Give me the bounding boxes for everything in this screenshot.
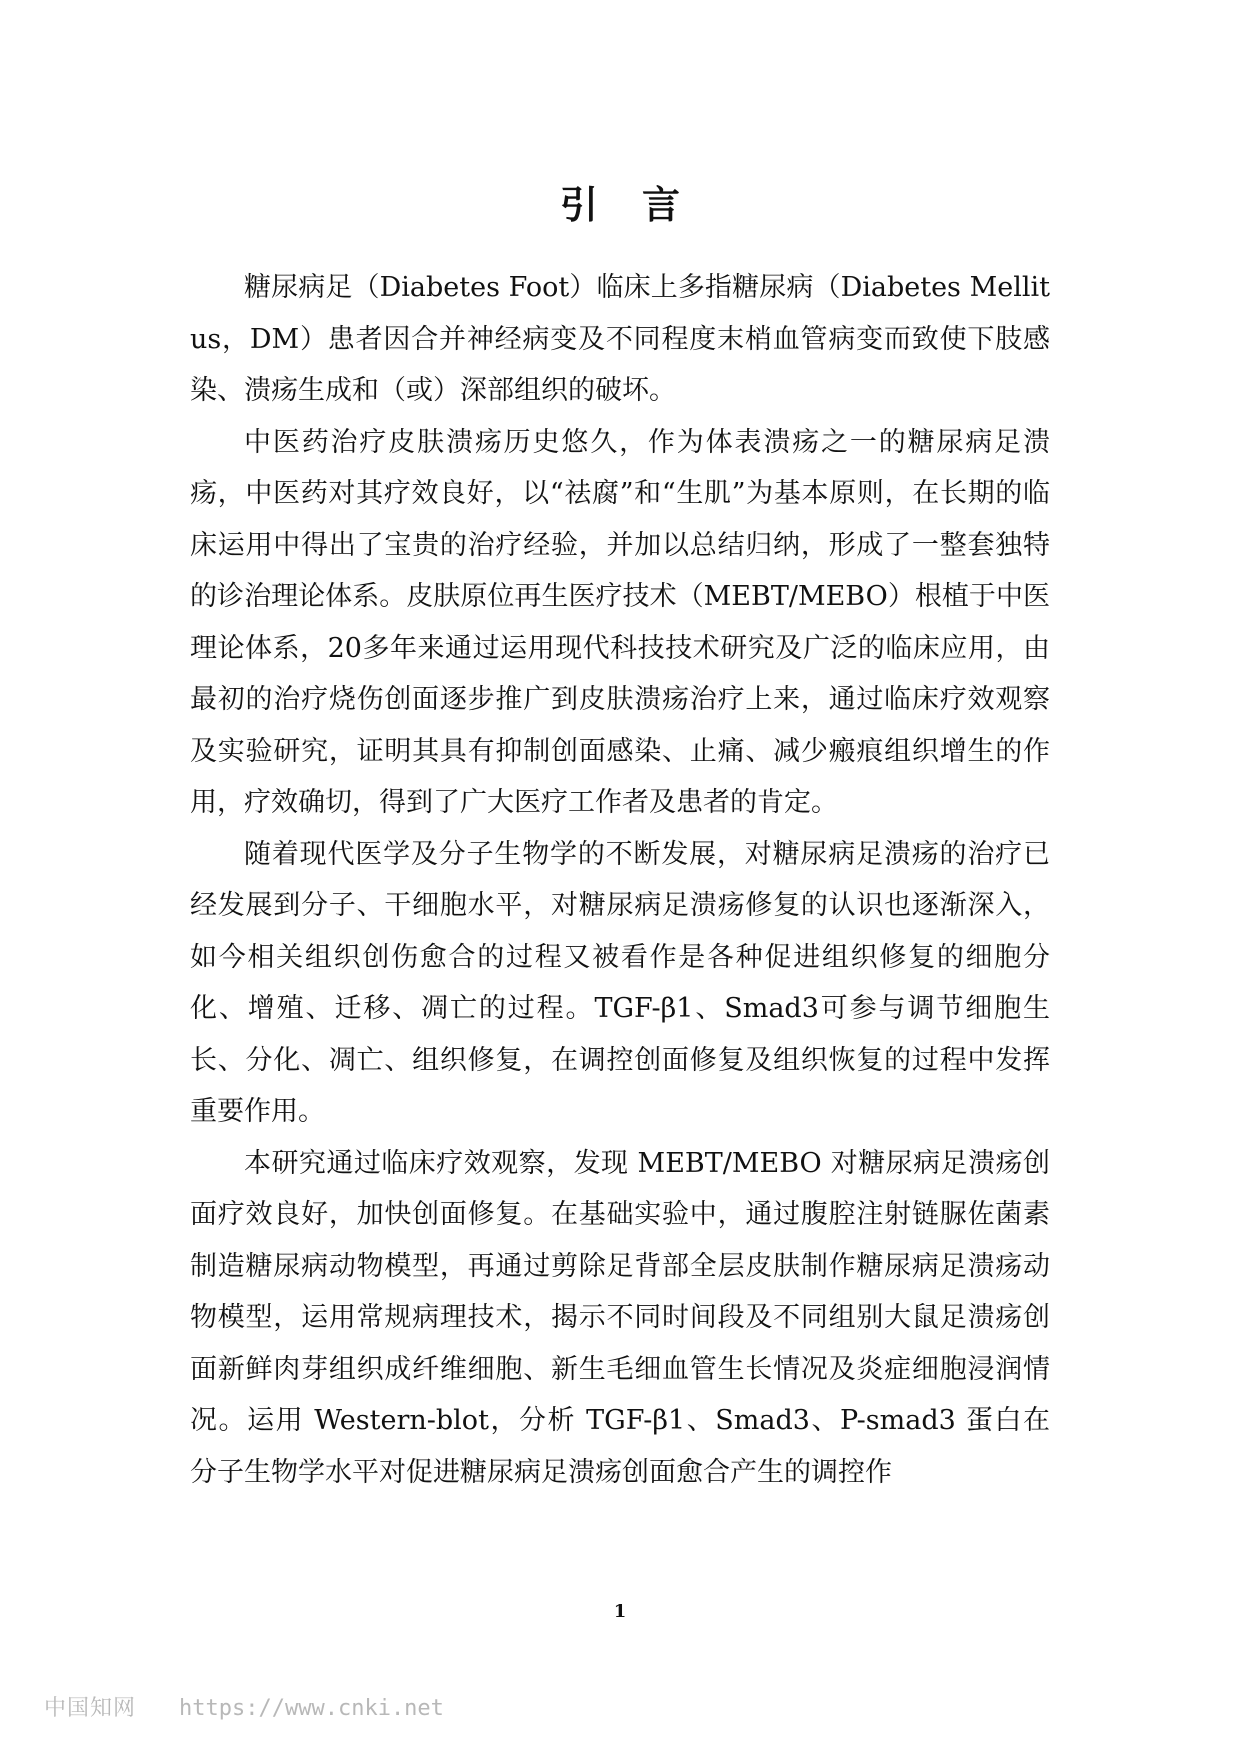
page-title: 引言	[559, 182, 724, 228]
watermark-url: https://www.cnki.net	[179, 1696, 444, 1721]
body-text	[190, 262, 1050, 1498]
page-number: 1	[613, 1601, 627, 1622]
paragraph-4: 本研究通过临床疗效观察，发现 MEBT/MEBO 对糖尿病足溃疡创面疗效良好，加快创面修复。在基础实验中，通过腹腔注射链脲佐菌素制造糖尿病动物模型，再通过剪除足背部全层皮肤制作糖尿病足溃疡动物模型，运用常规病理技术，揭示不同时间段及不同组别大鼠足溃疡创面新鲜肉芽组织成纤维细胞、新生毛细血管生长情况及炎症细胞浸润情况。运用 Western-blot，分析 TGF-β1、Smad3、P-smad3 蛋白在分子生物学水平对促进糖尿病足溃疡创面愈合产生的调控作	[190, 1147, 1050, 1488]
paragraph-3: 随着现代医学及分子生物学的不断发展，对糖尿病足溃疡的治疗已经发展到分子、干细胞水平，对糖尿病足溃疡修复的认识也逐渐深入，如今相关组织创伤愈合的过程又被看作是各种促进组织修复的细胞分化、增殖、迁移、凋亡的过程。TGF-β1、Smad3可参与调节细胞生长、分化、凋亡、组织修复，在调控创面修复及组织恢复的过程中发挥重要作用。	[190, 838, 1050, 1127]
watermark-brand: 中国知网	[44, 1696, 137, 1721]
paragraph-1: 糖尿病足（Diabetes Foot）临床上多指糖尿病（Diabetes Mellitus，DM）患者因合并神经病变及不同程度末梢血管病变而致使下肢感染、溃疡生成和（或）深部组织的破坏。	[190, 272, 1050, 406]
paragraph-2: 中医药治疗皮肤溃疡历史悠久，作为体表溃疡之一的糖尿病足溃疡，中医药对其疗效良好，以“祛腐”和“生肌”为基本原则，在长期的临床运用中得出了宝贵的治疗经验，并加以总结归纳，形成了一整套独特的诊治理论体系。皮肤原位再生医疗技术（MEBT/MEBO）根植于中医理论体系，20多年来通过运用现代科技技术研究及广泛的临床应用，由最初的治疗烧伤创面逐步推广到皮肤溃疡治疗上来，通过临床疗效观察及实验研究，证明其具有抑制创面感染、止痛、减少瘢痕组织增生的作用，疗效确切，得到了广大医疗工作者及患者的肯定。	[190, 426, 1050, 818]
watermark	[44, 1694, 444, 1724]
